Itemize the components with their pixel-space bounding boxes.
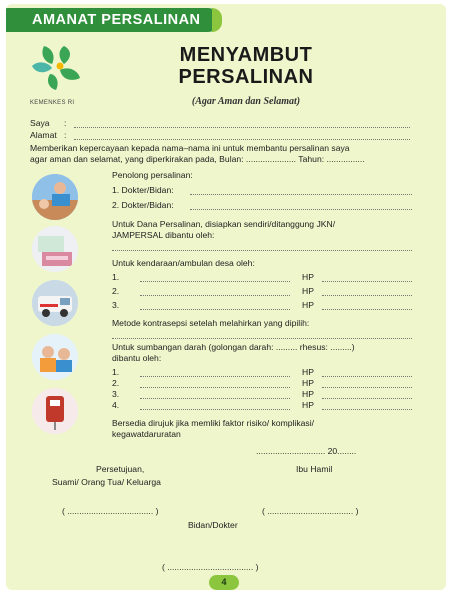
kendaraan-hp-1: HP xyxy=(302,272,314,282)
kendaraan-row-2: 2. xyxy=(112,286,120,296)
penolong-field-1[interactable] xyxy=(190,186,412,195)
page-title xyxy=(126,44,366,88)
kendaraan-hp-2: HP xyxy=(302,286,314,296)
darah-name-2[interactable] xyxy=(140,379,290,388)
darah-phone-2[interactable] xyxy=(322,379,412,388)
darah-hp-4: HP xyxy=(302,400,314,410)
signature-left[interactable]: ( .................................... ) xyxy=(62,506,159,516)
kendaraan-phone-3[interactable] xyxy=(322,301,412,310)
signature-date: ............................. 20........ xyxy=(256,446,357,456)
rujuk-line-2: kegawatdaruratan xyxy=(112,429,181,439)
page-number-badge xyxy=(209,575,239,590)
darah-row-3: 3. xyxy=(112,389,120,399)
darah-hp-3: HP xyxy=(302,389,314,399)
dana-line-2: JAMPERSAL dibantu oleh: xyxy=(112,230,215,240)
penolong-field-2[interactable] xyxy=(190,201,412,210)
kendaraan-row-1: 1. xyxy=(112,272,120,282)
darah-name-1[interactable] xyxy=(140,368,290,377)
fund-photo xyxy=(32,226,78,272)
kendaraan-name-3[interactable] xyxy=(140,301,290,310)
penolong-item-1: 1. Dokter/Bidan: xyxy=(112,185,174,195)
darah-name-4[interactable] xyxy=(140,401,290,410)
darah-phone-4[interactable] xyxy=(322,401,412,410)
signature-right[interactable]: ( .................................... ) xyxy=(262,506,359,516)
kendaraan-row-3: 3. xyxy=(112,300,120,310)
persetujuan-label: Persetujuan, xyxy=(96,464,145,474)
darah-row-1: 1. xyxy=(112,367,120,377)
kendaraan-name-2[interactable] xyxy=(140,287,290,296)
kendaraan-label: Untuk kendaraan/ambulan desa oleh: xyxy=(112,258,255,268)
page-subtitle: (Agar Aman dan Selamat) xyxy=(191,96,301,107)
saya-label: Saya xyxy=(30,118,50,128)
darah-row-4: 4. xyxy=(112,400,120,410)
darah-hp-2: HP xyxy=(302,378,314,388)
title-line-2: PERSALINAN xyxy=(178,66,314,88)
kontrasepsi-field[interactable] xyxy=(112,330,412,339)
darah-line-2: dibantu oleh: xyxy=(112,353,162,363)
kendaraan-phone-1[interactable] xyxy=(322,273,412,282)
birth-assistant-photo xyxy=(32,174,78,220)
logo-caption: KEMENKES RI xyxy=(30,100,75,106)
title-line-1: MENYAMBUT xyxy=(179,44,313,66)
dana-line-1: Untuk Dana Persalinan, disiapkan sendiri/ditanggung JKN/ xyxy=(112,219,336,229)
section-header: AMANAT PERSALINAN xyxy=(6,8,220,32)
dana-field[interactable] xyxy=(112,242,412,251)
saya-colon: : xyxy=(64,118,67,128)
alamat-field[interactable] xyxy=(74,131,410,140)
intro-line-1: Memberikan kepercayaan kepada nama–nama ini untuk membantu persalinan saya xyxy=(30,143,350,153)
penolong-item-2: 2. Dokter/Bidan: xyxy=(112,200,174,210)
rujuk-line-1: Bersedia dirujuk jika memliki faktor risiko/ komplikasi/ xyxy=(112,418,315,428)
kendaraan-phone-2[interactable] xyxy=(322,287,412,296)
referral-photo xyxy=(32,388,78,434)
kendaraan-hp-3: HP xyxy=(302,300,314,310)
ambulance-photo xyxy=(32,280,78,326)
darah-phone-1[interactable] xyxy=(322,368,412,377)
blood-donor-photo xyxy=(32,334,78,380)
intro-line-2: agar aman dan selamat, yang diperkirakan pada, Bulan: ..................... Tahun: ................ xyxy=(30,154,365,164)
kontrasepsi-label: Metode kontrasepsi setelah melahirkan yang dipilih: xyxy=(112,318,310,328)
darah-line-1: Untuk sumbangan darah (golongan darah: ......... rhesus: .........) xyxy=(112,342,355,352)
page-number: 4 xyxy=(221,577,227,587)
kendaraan-name-1[interactable] xyxy=(140,273,290,282)
darah-name-3[interactable] xyxy=(140,390,290,399)
alamat-label: Alamat xyxy=(30,130,57,140)
saya-field[interactable] xyxy=(74,119,410,128)
penolong-label: Penolong persalinan: xyxy=(112,170,193,180)
darah-hp-1: HP xyxy=(302,367,314,377)
darah-row-2: 2. xyxy=(112,378,120,388)
suami-label: Suami/ Orang Tua/ Keluarga xyxy=(52,477,161,487)
darah-phone-3[interactable] xyxy=(322,390,412,399)
ibu-hamil-label: Ibu Hamil xyxy=(296,464,333,474)
kemenkes-logo-icon xyxy=(30,44,86,92)
alamat-colon: : xyxy=(64,130,67,140)
signature-bidan[interactable]: ( .................................... ) xyxy=(162,562,259,572)
content-panel xyxy=(6,4,446,590)
bidan-label: Bidan/Dokter xyxy=(188,520,238,530)
